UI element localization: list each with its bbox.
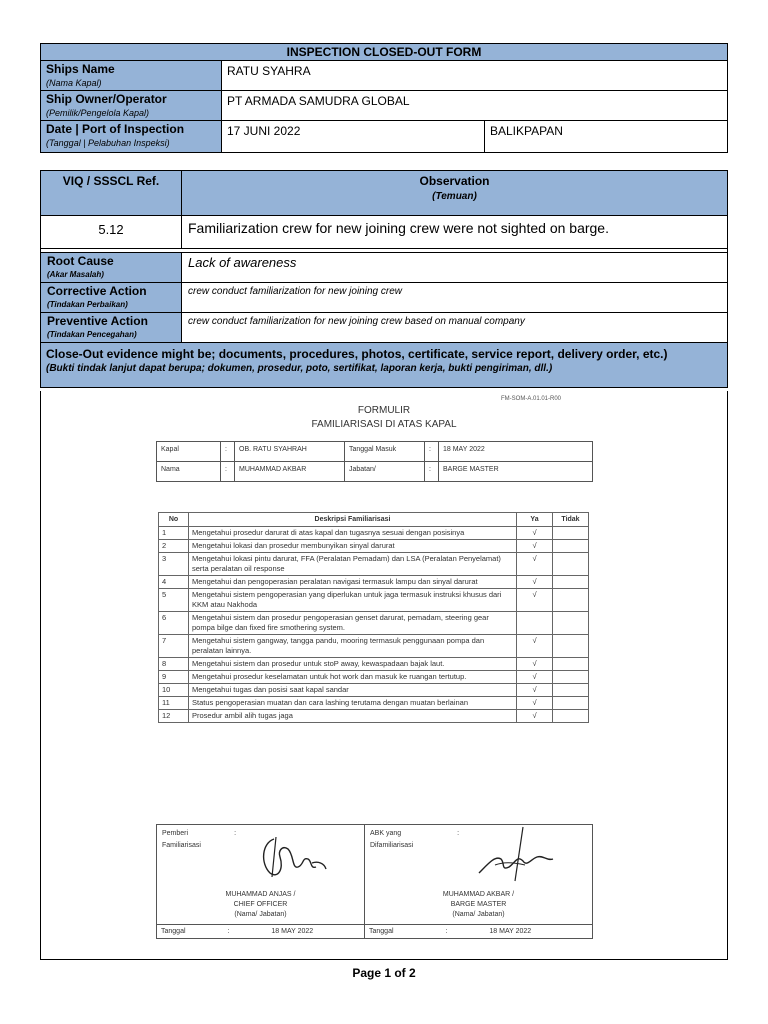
- col-desc: Deskripsi Familiarisasi: [189, 513, 517, 527]
- checklist-desc: Mengetahui sistem pengoperasian yang diperlukan untuk jaga termasuk instruksi khusus dari KKM atau Nakhoda: [189, 589, 517, 612]
- scan-info-table: Kapal : OB. RATU SYAHRAH Tanggal Masuk : 18 MAY 2022 Nama : MUHAMMAD AKBAR Jabatan/ : BARGE MASTER: [156, 441, 593, 482]
- inspection-header-table: [40, 43, 728, 153]
- kapal-value: OB. RATU SYAHRAH: [235, 442, 345, 462]
- checklist-tidak: [553, 671, 589, 684]
- giver-signature-block: Pemberi : Familiarisasi MUHAMMAD ANJAS / CHIEF OFFICER (Nama/ Jabatan): [157, 825, 365, 925]
- corrective-action-label: Corrective Action (Tindakan Perbaikan): [41, 283, 182, 313]
- checklist-ya: √: [517, 527, 553, 540]
- checklist-desc: Mengetahui tugas dan posisi saat kapal sandar: [189, 684, 517, 697]
- nama-label: Nama: [157, 462, 221, 482]
- checklist-ya: √: [517, 635, 553, 658]
- giver-signature: [252, 833, 342, 883]
- observation-header: Observation (Temuan): [182, 171, 728, 216]
- checklist-row: [159, 553, 589, 576]
- checklist-desc: Status pengoperasian muatan dan cara lashing terutama dengan muatan berlainan: [189, 697, 517, 710]
- corrective-action-value: crew conduct familiarization for new joining crew: [182, 283, 728, 313]
- checklist-tidak: [553, 684, 589, 697]
- checklist-no: 1: [159, 527, 189, 540]
- checklist-tidak: [553, 697, 589, 710]
- checklist-row: [159, 684, 589, 697]
- receiver-signature-block: ABK yang : Difamiliarisasi MUHAMMAD AKBAR / BARGE MASTER (Nama/ Jabatan): [365, 825, 593, 925]
- owner-value: PT ARMADA SAMUDRA GLOBAL: [222, 91, 728, 121]
- preventive-action-label: Preventive Action (Tindakan Pencegahan): [41, 313, 182, 343]
- checklist-row: [159, 540, 589, 553]
- checklist-tidak: [553, 553, 589, 576]
- checklist-row: [159, 576, 589, 589]
- finding-table: [40, 170, 728, 388]
- giver-date: Tanggal : 18 MAY 2022: [157, 925, 365, 939]
- checklist-row: [159, 527, 589, 540]
- familiarization-checklist: [158, 512, 589, 723]
- checklist-no: 9: [159, 671, 189, 684]
- ships-name-label: Ships Name (Nama Kapal): [41, 61, 222, 91]
- owner-label: Ship Owner/Operator (Pemilik/Pengelola Kapal): [41, 91, 222, 121]
- checklist-no: 4: [159, 576, 189, 589]
- checklist-no: 2: [159, 540, 189, 553]
- checklist-desc: Mengetahui sistem dan prosedur untuk stoP away, kewaspadaan bajak laut.: [189, 658, 517, 671]
- inspection-port: BALIKPAPAN: [485, 121, 728, 153]
- preventive-action-value: crew conduct familiarization for new joining crew based on manual company: [182, 313, 728, 343]
- checklist-tidak: [553, 710, 589, 723]
- ships-name-value: RATU SYAHRA: [222, 61, 728, 91]
- col-tidak: Tidak: [553, 513, 589, 527]
- receiver-date: Tanggal : 18 MAY 2022: [365, 925, 593, 939]
- checklist-row: [159, 589, 589, 612]
- root-cause-label: Root Cause (Akar Masalah): [41, 253, 182, 283]
- signature-table: [156, 824, 593, 939]
- checklist-ya: √: [517, 684, 553, 697]
- checklist-desc: Prosedur ambil alih tugas jaga: [189, 710, 517, 723]
- jabatan-value: BARGE MASTER: [439, 462, 593, 482]
- checklist-desc: Mengetahui sistem dan prosedur pengoperasian genset darurat, pemadam, steering gear pompa bilge dan fixed fire smothering system.: [189, 612, 517, 635]
- checklist-tidak: [553, 527, 589, 540]
- tanggal-masuk-label: Tanggal Masuk: [345, 442, 425, 462]
- checklist-ya: √: [517, 671, 553, 684]
- checklist-no: 5: [159, 589, 189, 612]
- checklist-desc: Mengetahui lokasi pintu darurat, FFA (Peralatan Pemadam) dan LSA (Peralatan Penyelamat) serta peralatan oil response: [189, 553, 517, 576]
- closeout-evidence-note: Close-Out evidence might be; documents, procedures, photos, certificate, service report, delivery order, etc.) (Bukti tindak lanjut dapat berupa; dokumen, prosedur, poto, sertifikat, laporan kerja, bukti pengiriman, dll.): [41, 343, 728, 388]
- checklist-tidak: [553, 540, 589, 553]
- page-number: Page 1 of 2: [352, 966, 416, 980]
- checklist-no: 6: [159, 612, 189, 635]
- checklist-ya: √: [517, 658, 553, 671]
- checklist-row: [159, 671, 589, 684]
- checklist-row: [159, 635, 589, 658]
- checklist-ya: [517, 612, 553, 635]
- nama-value: MUHAMMAD AKBAR: [235, 462, 345, 482]
- checklist-row: [159, 612, 589, 635]
- tanggal-masuk-value: 18 MAY 2022: [439, 442, 593, 462]
- checklist-desc: Mengetahui prosedur darurat di atas kapal dan tugasnya sesuai dengan posisinya: [189, 527, 517, 540]
- checklist-tidak: [553, 612, 589, 635]
- date-port-label: Date | Port of Inspection (Tanggal | Pelabuhan Inspeksi): [41, 121, 222, 153]
- checklist-no: 8: [159, 658, 189, 671]
- form-title: INSPECTION CLOSED-OUT FORM: [41, 44, 728, 61]
- inspection-date: 17 JUNI 2022: [222, 121, 485, 153]
- doc-code: FM-SOM-A.01.01-R00: [501, 396, 562, 402]
- checklist-tidak: [553, 635, 589, 658]
- checklist-desc: Mengetahui prosedur keselamatan untuk hot work dan masuk ke ruangan tertutup.: [189, 671, 517, 684]
- scan-subtitle: FAMILIARISASI DI ATAS KAPAL: [311, 419, 457, 430]
- checklist-ya: √: [517, 589, 553, 612]
- col-ya: Ya: [517, 513, 553, 527]
- kapal-label: Kapal: [157, 442, 221, 462]
- checklist-row: [159, 658, 589, 671]
- checklist-no: 12: [159, 710, 189, 723]
- scan-title: FORMULIR: [357, 405, 411, 416]
- checklist-row: [159, 710, 589, 723]
- checklist-no: 10: [159, 684, 189, 697]
- checklist-desc: Mengetahui dan pengoperasian peralatan navigasi termasuk lampu dan sinyal darurat: [189, 576, 517, 589]
- observation-value: Familiarization crew for new joining crew were not sighted on barge.: [182, 216, 728, 249]
- checklist-ya: √: [517, 576, 553, 589]
- viq-header: VIQ / SSSCL Ref.: [41, 171, 182, 216]
- col-no: No: [159, 513, 189, 527]
- checklist-no: 7: [159, 635, 189, 658]
- checklist-no: 11: [159, 697, 189, 710]
- evidence-scan-area: [40, 391, 728, 960]
- checklist-desc: Mengetahui sistem gangway, tangga pandu, mooring termasuk penggunaan pompa dan peralatan lainnya.: [189, 635, 517, 658]
- viq-ref-value: 5.12: [41, 216, 182, 249]
- checklist-row: [159, 697, 589, 710]
- jabatan-label: Jabatan/: [345, 462, 425, 482]
- checklist-ya: √: [517, 710, 553, 723]
- checklist-tidak: [553, 576, 589, 589]
- checklist-no: 3: [159, 553, 189, 576]
- checklist-tidak: [553, 658, 589, 671]
- checklist-ya: √: [517, 553, 553, 576]
- root-cause-value: Lack of awareness: [182, 253, 728, 283]
- checklist-tidak: [553, 589, 589, 612]
- checklist-ya: √: [517, 540, 553, 553]
- receiver-signature: [465, 825, 565, 885]
- checklist-desc: Mengetahui lokasi dan prosedur membunyikan sinyal darurat: [189, 540, 517, 553]
- checklist-ya: √: [517, 697, 553, 710]
